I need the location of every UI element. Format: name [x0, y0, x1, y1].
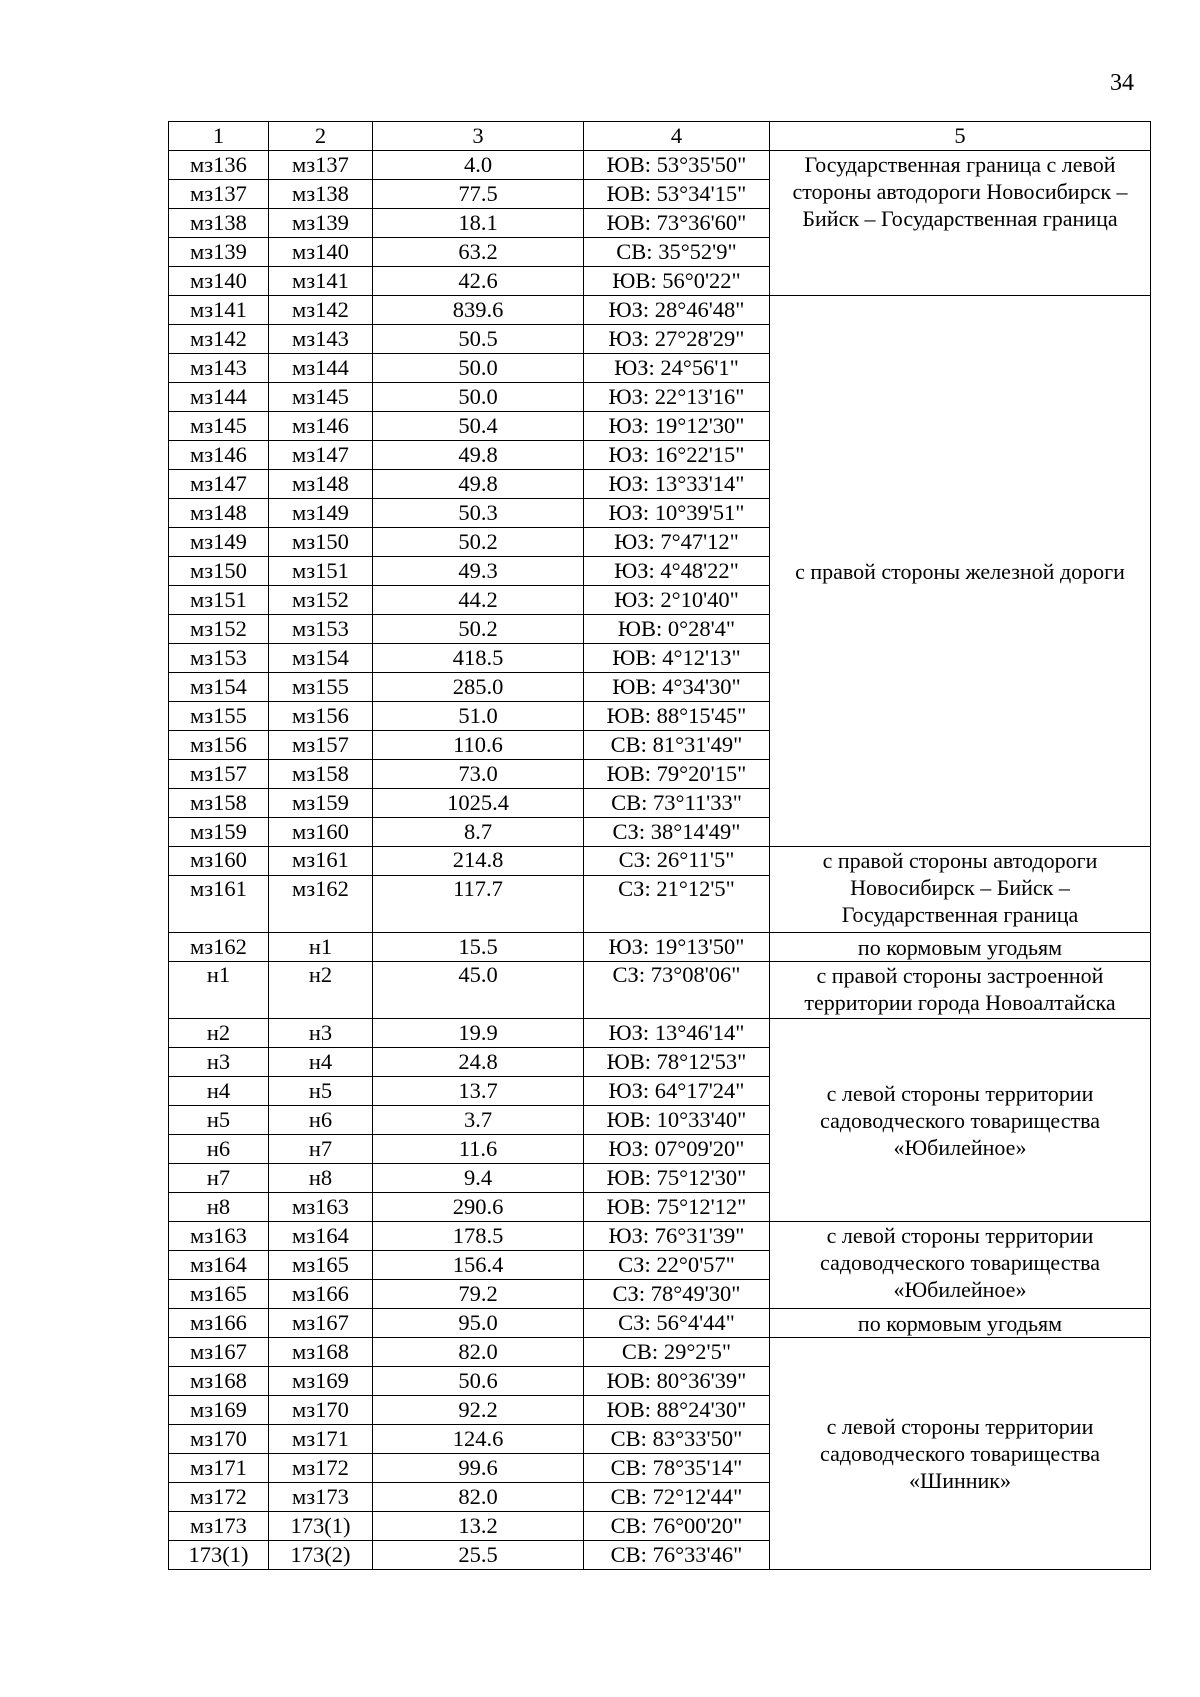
to-point-cell: мз164	[269, 1222, 373, 1251]
bearing-cell: СЗ: 22°0'57"	[584, 1251, 770, 1280]
from-point-cell: мз138	[169, 209, 269, 238]
length-cell: 44.2	[373, 586, 584, 615]
bearing-cell: ЮЗ: 2°10'40"	[584, 586, 770, 615]
bearing-cell: СВ: 73°11'33"	[584, 789, 770, 818]
from-point-cell: мз151	[169, 586, 269, 615]
table-row	[169, 1222, 1151, 1251]
length-cell: 49.8	[373, 470, 584, 499]
from-point-cell: н8	[169, 1193, 269, 1222]
from-point-cell: мз164	[169, 1251, 269, 1280]
bearing-cell: ЮВ: 53°35'50"	[584, 151, 770, 180]
bearing-cell: СВ: 76°33'46"	[584, 1541, 770, 1570]
bearing-cell: СВ: 72°12'44"	[584, 1483, 770, 1512]
bearing-cell: ЮЗ: 16°22'15"	[584, 441, 770, 470]
bearing-cell: ЮВ: 56°0'22"	[584, 267, 770, 296]
to-point-cell: мз155	[269, 673, 373, 702]
from-point-cell: мз156	[169, 731, 269, 760]
to-point-cell: мз157	[269, 731, 373, 760]
length-cell: 92.2	[373, 1396, 584, 1425]
to-point-cell: мз171	[269, 1425, 373, 1454]
to-point-cell: мз137	[269, 151, 373, 180]
to-point-cell: мз161	[269, 847, 373, 876]
from-point-cell: мз160	[169, 847, 269, 876]
bearing-cell: ЮЗ: 24°56'1"	[584, 354, 770, 383]
to-point-cell: мз172	[269, 1454, 373, 1483]
length-cell: 124.6	[373, 1425, 584, 1454]
from-point-cell: мз166	[169, 1309, 269, 1338]
length-cell: 95.0	[373, 1309, 584, 1338]
from-point-cell: мз169	[169, 1396, 269, 1425]
from-point-cell: мз142	[169, 325, 269, 354]
from-point-cell: мз165	[169, 1280, 269, 1309]
length-cell: 50.2	[373, 528, 584, 557]
bearing-cell: ЮЗ: 28°46'48"	[584, 296, 770, 325]
from-point-cell: мз143	[169, 354, 269, 383]
header-cell: 3	[373, 122, 584, 151]
length-cell: 13.7	[373, 1077, 584, 1106]
length-cell: 63.2	[373, 238, 584, 267]
bearing-cell: ЮВ: 88°15'45"	[584, 702, 770, 731]
length-cell: 839.6	[373, 296, 584, 325]
from-point-cell: мз157	[169, 760, 269, 789]
length-cell: 178.5	[373, 1222, 584, 1251]
bearing-cell: ЮВ: 78°12'53"	[584, 1048, 770, 1077]
length-cell: 24.8	[373, 1048, 584, 1077]
from-point-cell: н2	[169, 1019, 269, 1048]
bearing-cell: ЮВ: 75°12'12"	[584, 1193, 770, 1222]
bearing-cell: СВ: 78°35'14"	[584, 1454, 770, 1483]
from-point-cell: мз152	[169, 615, 269, 644]
to-point-cell: н6	[269, 1106, 373, 1135]
bearing-cell: СВ: 35°52'9"	[584, 238, 770, 267]
table-row	[169, 962, 1151, 1019]
from-point-cell: мз162	[169, 933, 269, 962]
length-cell: 19.9	[373, 1019, 584, 1048]
header-cell: 4	[584, 122, 770, 151]
bearing-cell: СВ: 76°00'20"	[584, 1512, 770, 1541]
to-point-cell: н1	[269, 933, 373, 962]
to-point-cell: мз170	[269, 1396, 373, 1425]
to-point-cell: мз163	[269, 1193, 373, 1222]
bearing-cell: ЮЗ: 07°09'20"	[584, 1135, 770, 1164]
to-point-cell: мз139	[269, 209, 373, 238]
to-point-cell: мз144	[269, 354, 373, 383]
bearing-cell: ЮВ: 88°24'30"	[584, 1396, 770, 1425]
bearing-cell: СЗ: 26°11'5"	[584, 847, 770, 876]
from-point-cell: мз150	[169, 557, 269, 586]
to-point-cell: мз162	[269, 876, 373, 933]
to-point-cell: мз148	[269, 470, 373, 499]
to-point-cell: мз141	[269, 267, 373, 296]
length-cell: 50.2	[373, 615, 584, 644]
length-cell: 50.0	[373, 383, 584, 412]
table-row	[169, 151, 1151, 180]
length-cell: 418.5	[373, 644, 584, 673]
to-point-cell: мз158	[269, 760, 373, 789]
bearing-cell: СЗ: 73°08'06"	[584, 962, 770, 1019]
bearing-cell: ЮВ: 79°20'15"	[584, 760, 770, 789]
boundary-description-cell: по кормовым угодьям	[770, 1309, 1151, 1338]
length-cell: 18.1	[373, 209, 584, 238]
bearing-cell: ЮЗ: 64°17'24"	[584, 1077, 770, 1106]
boundary-description-cell: по кормовым угодьям	[770, 933, 1151, 962]
to-point-cell: н8	[269, 1164, 373, 1193]
from-point-cell: мз146	[169, 441, 269, 470]
length-cell: 156.4	[373, 1251, 584, 1280]
bearing-cell: ЮВ: 75°12'30"	[584, 1164, 770, 1193]
from-point-cell: н3	[169, 1048, 269, 1077]
length-cell: 73.0	[373, 760, 584, 789]
from-point-cell: мз145	[169, 412, 269, 441]
length-cell: 45.0	[373, 962, 584, 1019]
from-point-cell: мз136	[169, 151, 269, 180]
to-point-cell: мз150	[269, 528, 373, 557]
to-point-cell: мз154	[269, 644, 373, 673]
to-point-cell: 173(1)	[269, 1512, 373, 1541]
bearing-cell: СВ: 81°31'49"	[584, 731, 770, 760]
length-cell: 3.7	[373, 1106, 584, 1135]
to-point-cell: мз145	[269, 383, 373, 412]
bearing-cell: СЗ: 21°12'5"	[584, 876, 770, 933]
bearing-cell: ЮЗ: 19°12'30"	[584, 412, 770, 441]
bearing-cell: ЮВ: 73°36'60"	[584, 209, 770, 238]
boundary-description-cell: с правой стороны застроенной территории города Новоалтайска	[770, 962, 1151, 1019]
from-point-cell: мз155	[169, 702, 269, 731]
bearing-cell: ЮЗ: 19°13'50"	[584, 933, 770, 962]
to-point-cell: мз138	[269, 180, 373, 209]
length-cell: 77.5	[373, 180, 584, 209]
from-point-cell: мз159	[169, 818, 269, 847]
bearing-cell: ЮЗ: 13°46'14"	[584, 1019, 770, 1048]
from-point-cell: мз167	[169, 1338, 269, 1367]
boundary-description-cell: Государственная граница с левой стороны автодороги Новосибирск – Бийск – Государственная граница	[770, 151, 1151, 296]
bearing-cell: ЮЗ: 13°33'14"	[584, 470, 770, 499]
from-point-cell: мз147	[169, 470, 269, 499]
to-point-cell: мз153	[269, 615, 373, 644]
bearing-cell: СВ: 29°2'5"	[584, 1338, 770, 1367]
length-cell: 82.0	[373, 1483, 584, 1512]
table-row	[169, 1019, 1151, 1048]
bearing-cell: ЮЗ: 76°31'39"	[584, 1222, 770, 1251]
from-point-cell: мз148	[169, 499, 269, 528]
from-point-cell: мз158	[169, 789, 269, 818]
from-point-cell: мз144	[169, 383, 269, 412]
from-point-cell: мз171	[169, 1454, 269, 1483]
length-cell: 8.7	[373, 818, 584, 847]
to-point-cell: н2	[269, 962, 373, 1019]
from-point-cell: мз140	[169, 267, 269, 296]
to-point-cell: мз159	[269, 789, 373, 818]
length-cell: 11.6	[373, 1135, 584, 1164]
page-number: 34	[1110, 70, 1134, 96]
length-cell: 285.0	[373, 673, 584, 702]
bearing-cell: ЮЗ: 4°48'22"	[584, 557, 770, 586]
bearing-cell: ЮВ: 10°33'40"	[584, 1106, 770, 1135]
from-point-cell: мз149	[169, 528, 269, 557]
from-point-cell: н1	[169, 962, 269, 1019]
to-point-cell: мз160	[269, 818, 373, 847]
table-row	[169, 847, 1151, 876]
length-cell: 50.5	[373, 325, 584, 354]
from-point-cell: мз139	[169, 238, 269, 267]
to-point-cell: мз169	[269, 1367, 373, 1396]
boundary-description-cell: с левой стороны территории садоводческого товарищества «Шинник»	[770, 1338, 1151, 1570]
length-cell: 99.6	[373, 1454, 584, 1483]
length-cell: 290.6	[373, 1193, 584, 1222]
to-point-cell: мз152	[269, 586, 373, 615]
bearing-cell: ЮЗ: 7°47'12"	[584, 528, 770, 557]
to-point-cell: мз142	[269, 296, 373, 325]
length-cell: 50.6	[373, 1367, 584, 1396]
from-point-cell: мз163	[169, 1222, 269, 1251]
from-point-cell: мз170	[169, 1425, 269, 1454]
to-point-cell: мз151	[269, 557, 373, 586]
header-row	[169, 122, 1151, 151]
to-point-cell: мз149	[269, 499, 373, 528]
from-point-cell: мз154	[169, 673, 269, 702]
length-cell: 13.2	[373, 1512, 584, 1541]
from-point-cell: н5	[169, 1106, 269, 1135]
to-point-cell: н7	[269, 1135, 373, 1164]
to-point-cell: н3	[269, 1019, 373, 1048]
bearing-cell: ЮВ: 0°28'4"	[584, 615, 770, 644]
from-point-cell: 173(1)	[169, 1541, 269, 1570]
boundary-table	[168, 121, 1151, 1570]
from-point-cell: мз137	[169, 180, 269, 209]
from-point-cell: мз161	[169, 876, 269, 933]
to-point-cell: мз165	[269, 1251, 373, 1280]
to-point-cell: мз173	[269, 1483, 373, 1512]
to-point-cell: мз146	[269, 412, 373, 441]
to-point-cell: мз143	[269, 325, 373, 354]
length-cell: 50.0	[373, 354, 584, 383]
boundary-description-cell: с правой стороны автодороги Новосибирск – Бийск – Государственная граница	[770, 847, 1151, 933]
table-row	[169, 1309, 1151, 1338]
length-cell: 1025.4	[373, 789, 584, 818]
bearing-cell: СЗ: 38°14'49"	[584, 818, 770, 847]
header-cell: 1	[169, 122, 269, 151]
header-cell: 5	[770, 122, 1151, 151]
from-point-cell: мз173	[169, 1512, 269, 1541]
length-cell: 4.0	[373, 151, 584, 180]
bearing-cell: ЮВ: 4°12'13"	[584, 644, 770, 673]
bearing-cell: ЮВ: 53°34'15"	[584, 180, 770, 209]
to-point-cell: мз168	[269, 1338, 373, 1367]
to-point-cell: мз147	[269, 441, 373, 470]
from-point-cell: н7	[169, 1164, 269, 1193]
length-cell: 25.5	[373, 1541, 584, 1570]
from-point-cell: мз172	[169, 1483, 269, 1512]
from-point-cell: мз141	[169, 296, 269, 325]
length-cell: 214.8	[373, 847, 584, 876]
from-point-cell: н6	[169, 1135, 269, 1164]
bearing-cell: СЗ: 78°49'30"	[584, 1280, 770, 1309]
length-cell: 9.4	[373, 1164, 584, 1193]
length-cell: 42.6	[373, 267, 584, 296]
length-cell: 50.4	[373, 412, 584, 441]
bearing-cell: ЮЗ: 22°13'16"	[584, 383, 770, 412]
to-point-cell: мз167	[269, 1309, 373, 1338]
length-cell: 49.3	[373, 557, 584, 586]
length-cell: 110.6	[373, 731, 584, 760]
length-cell: 51.0	[373, 702, 584, 731]
table-row	[169, 933, 1151, 962]
to-point-cell: мз156	[269, 702, 373, 731]
bearing-cell: ЮЗ: 10°39'51"	[584, 499, 770, 528]
length-cell: 50.3	[373, 499, 584, 528]
table-row	[169, 1338, 1151, 1367]
boundary-description-cell: с левой стороны территории садоводческого товарищества «Юбилейное»	[770, 1019, 1151, 1222]
bearing-cell: ЮВ: 80°36'39"	[584, 1367, 770, 1396]
bearing-cell: ЮВ: 4°34'30"	[584, 673, 770, 702]
length-cell: 117.7	[373, 876, 584, 933]
from-point-cell: мз153	[169, 644, 269, 673]
from-point-cell: мз168	[169, 1367, 269, 1396]
length-cell: 79.2	[373, 1280, 584, 1309]
to-point-cell: мз140	[269, 238, 373, 267]
table-row	[169, 296, 1151, 325]
boundary-description-cell: с левой стороны территории садоводческого товарищества «Юбилейное»	[770, 1222, 1151, 1309]
length-cell: 82.0	[373, 1338, 584, 1367]
boundary-description-cell: с правой стороны железной дороги	[770, 296, 1151, 847]
to-point-cell: 173(2)	[269, 1541, 373, 1570]
length-cell: 49.8	[373, 441, 584, 470]
bearing-cell: СЗ: 56°4'44"	[584, 1309, 770, 1338]
bearing-cell: ЮЗ: 27°28'29"	[584, 325, 770, 354]
bearing-cell: СВ: 83°33'50"	[584, 1425, 770, 1454]
header-cell: 2	[269, 122, 373, 151]
to-point-cell: мз166	[269, 1280, 373, 1309]
to-point-cell: н5	[269, 1077, 373, 1106]
length-cell: 15.5	[373, 933, 584, 962]
to-point-cell: н4	[269, 1048, 373, 1077]
from-point-cell: н4	[169, 1077, 269, 1106]
